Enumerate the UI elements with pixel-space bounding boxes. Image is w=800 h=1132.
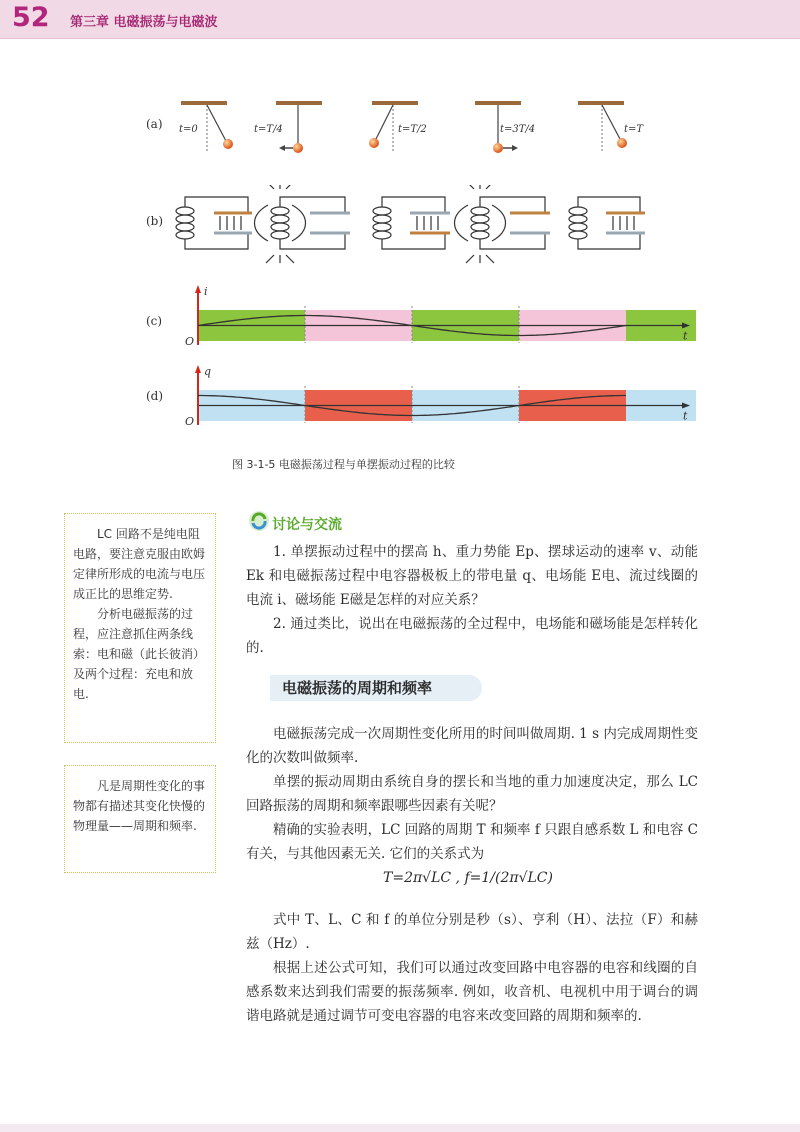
period-formula: T=2π√LC , f=1/(2π√LC) [383, 870, 553, 886]
y-axis-arrow [195, 285, 201, 293]
y-axis-arrow [195, 365, 201, 373]
footer-bar [0, 1124, 800, 1132]
section-body [246, 722, 698, 866]
pendulum-label-t2: t=T/2 [398, 124, 427, 135]
sidenote-1-para-2: 分析电磁振荡的过程，应注意抓住两条线索：电和磁（此长彼消）及两个过程：充电和放电. [73, 607, 206, 701]
x-axis-label: t [683, 329, 688, 343]
discussion-body [246, 540, 698, 660]
section-para-2: 单摆的振动周期由系统自身的摆长和当地的重力加速度决定，那么 LC 回路振荡的周期和频率跟哪些因素有关呢？ [246, 774, 698, 814]
x-axis-label: t [683, 409, 688, 423]
sidenote-1 [64, 513, 216, 743]
discussion-icon [248, 510, 270, 532]
y-axis-label: q [204, 365, 212, 378]
current-graph [180, 285, 700, 350]
lc-circuit-2 [255, 185, 351, 263]
charge-graph [180, 365, 700, 430]
pendulum-label-t1: t=T/4 [254, 124, 283, 135]
row-label-d: (d) [146, 389, 164, 403]
section-para-1: 电磁振荡完成一次周期性变化所用的时间叫做周期. 1 s 内完成周期性变化的次数叫做频率. [246, 726, 698, 766]
units-sentence: 式中 T、L、C 和 f 的单位分别是秒（s）、亨利（H）、法拉（F）和赫兹（Hz）. [246, 912, 698, 952]
page-header [0, 0, 800, 39]
figure-caption: 图 3-1-5 电磁振荡过程与单摆振动过程的比较 [232, 458, 455, 471]
section-heading: 电磁振荡的周期和频率 [270, 675, 482, 701]
lc-circuit-4 [455, 185, 551, 263]
lc-circuit-1 [176, 197, 252, 249]
section-para-3: 精确的实验表明，LC 回路的周期 T 和频率 f 只跟自感系数 L 和电容 C 有关，与其他因素无关. 它们的关系式为 [246, 822, 698, 862]
discussion-title: 讨论与交流 [272, 517, 342, 533]
section-body-2 [246, 908, 698, 1028]
pendulum-label-t0: t=0 [179, 124, 198, 135]
lc-circuit-row [0, 185, 800, 265]
lc-circuit-3 [373, 197, 450, 249]
sidenote-2 [64, 765, 216, 873]
discussion-item-1: 1. 单摆振动过程中的摆高 h、重力势能 Ep、摆球运动的速率 v、动能 Ek 和电磁振荡过程中电容器极板上的带电量 q、电场能 E电、流过线圈的电流 i、磁场能 E磁是怎样的对应关系？ [246, 544, 698, 608]
page-number: 52 [12, 2, 50, 33]
pendulum-label-t3: t=3T/4 [500, 124, 536, 135]
y-axis-label: i [204, 285, 208, 298]
row-label-a: (a) [146, 117, 163, 131]
chapter-title: 第三章 电磁振荡与电磁波 [70, 15, 218, 30]
pendulum-label-t4: t=T [624, 124, 644, 135]
origin-label: O [185, 335, 195, 348]
origin-label: O [185, 415, 195, 428]
lc-circuit-5 [569, 197, 645, 249]
pendulum-t-full [578, 101, 627, 153]
row-label-b: (b) [146, 214, 164, 228]
sidenote-2-para-1: 凡是周期性变化的事物都有描述其变化快慢的物理量——周期和频率. [73, 779, 206, 833]
sidenote-1-para-1: LC 回路不是纯电阻电路，要注意克服由欧姆定律所形成的电流与电压成正比的思维定势. [73, 527, 206, 601]
conclusion-para: 根据上述公式可知，我们可以通过改变回路中电容器的电容和线圈的自感系数来达到我们需要的振荡频率. 例如，收音机、电视机中用于调台的调谐电路就是通过调节可变电容器的电容来改变回路的周期和频率的. [246, 960, 698, 1024]
discussion-item-2: 2. 通过类比，说出在电磁振荡的全过程中，电场能和磁场能是怎样转化的. [246, 616, 698, 656]
pendulum-t-quarter [276, 101, 322, 153]
row-label-c: (c) [146, 314, 163, 328]
